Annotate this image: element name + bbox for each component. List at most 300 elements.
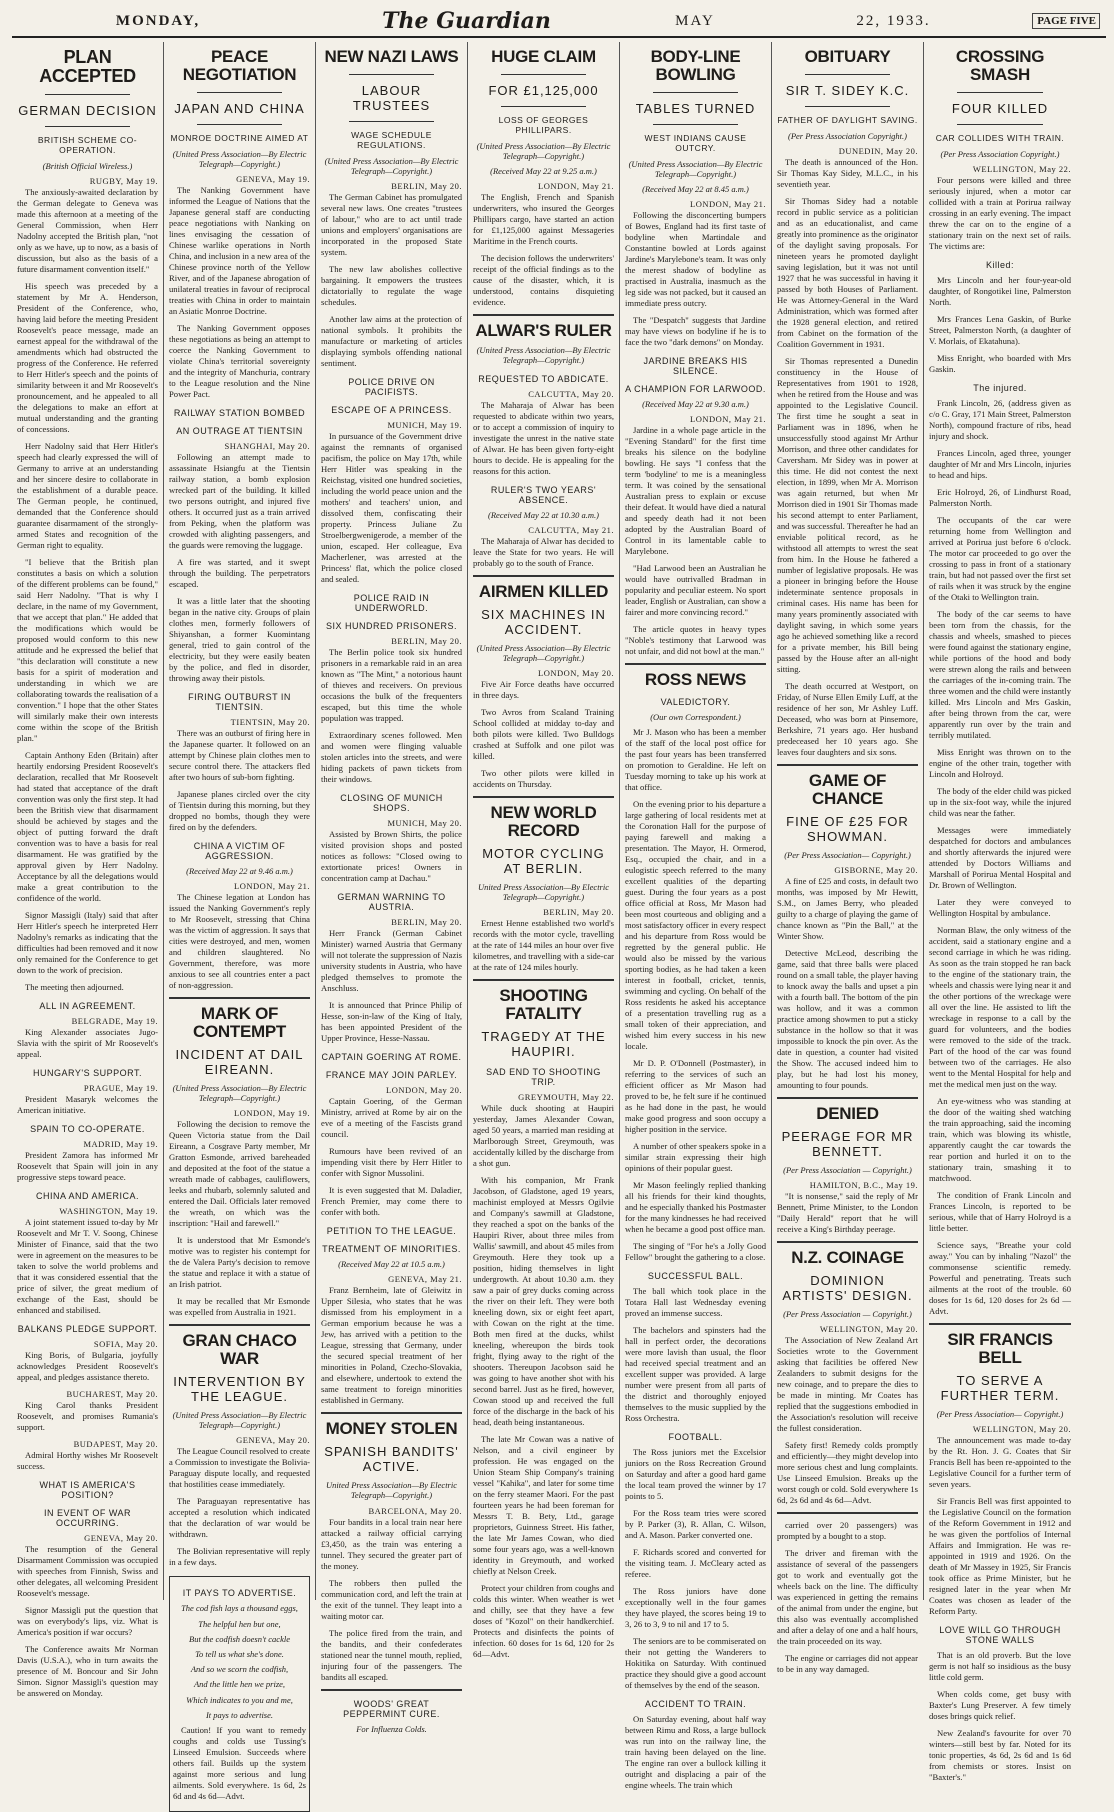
column-6 xyxy=(772,42,924,1674)
injured-entry: Frances Lincoln, aged three, younger daughter of Mr and Mrs Lincoln, injuries to head and hips. xyxy=(929,447,1071,480)
article-dateline: GREYMOUTH, May 22. xyxy=(518,1091,614,1102)
article-dateline: MUNICH, May 20. xyxy=(387,818,462,829)
article-headline: PEACE NEGOTIATION xyxy=(182,47,297,84)
divider xyxy=(653,124,738,125)
article-subheadline: MOTOR CYCLING AT BERLIN. xyxy=(482,845,605,876)
divider xyxy=(957,124,1042,125)
article-paragraph: The Association of New Zealand Art Societies wrote to the Government asking that facilities be offered New Zealanders to submit designs for the new coinage, and to prepare the dies to be made in minting. Mr Coates has replied that the suggestions embodied in the Association's resolution will receive the fullest consideration. xyxy=(777,1334,918,1433)
article-credit: (United Press Association—By Electric Telegraph—Copyright.) xyxy=(324,155,459,177)
article-paragraph: The German Cabinet has promulgated several new laws. One creates "trustees of labour," who are to act until trade unions and employers' organisations are incorporated in the proposed State system. xyxy=(321,192,462,258)
article-paragraph: The condition of Frank Lincoln and Frances Lincoln, is reported to be serious, while that of Harry Holroyd is a little better. xyxy=(929,1189,1071,1233)
article-paragraph: The seniors are to be commiserated on their not getting the Wanderers to Hokitika on Saturday. With continued practice they should give a good account of themselves by the end of the season. xyxy=(625,1636,766,1691)
article-credit: (United Press Association—By Electric Telegraph—Copyright.) xyxy=(628,158,763,179)
divider xyxy=(197,92,282,93)
article-dateline: GENEVA, May 20. xyxy=(84,1532,158,1543)
divider xyxy=(169,997,310,999)
article-paragraph: With his companion, Mr Frank Jacobson, of Gladstone, aged 19 years, machinist employed at Messrs Ogilvie and Company's sawmill at Gladstone, they reached a spot on the banks of the Haupiri River, about three miles from Wallis' sawmill, and about 45 miles from Greymouth. Here they took up a position, hiding themselves in light undergrowth. At about 10.30 a.m. they saw a pair of grey ducks coming across the river on their left. They were both kneeling down, six or eight feet apart, with Cowan on the right at the time. Both men fired at the ducks, whilst kneeling, whereupon the birds took fright, flying away to the right of the shooters. Thereupon Jacobson said he was going to have another shot with his second barrel. Just as he fired, however, Cowan stood up and received the full force of the discharge in the back of his head, death being instantaneous. xyxy=(473,1174,614,1427)
article-paragraph: The new law abolishes collective bargaining. It empowers the trustees dictatorially to regulate the wage schedules. xyxy=(321,264,462,308)
article-credit: (Received May 22 at 10.5 a.m.) xyxy=(338,1259,445,1270)
article-paragraph: While duck shooting at Haupiri yesterday, James Alexander Cowan, aged 50 years, a married man residing at Marlborough Street, Greymouth, was accidentally killed by the discharge from a shot gun. xyxy=(473,1102,614,1168)
advertisement-text: That is an old proverb. But the love germ is not half so insidious as the busy little cold germ. xyxy=(929,1649,1071,1682)
section-heading: CAPTAIN GOERING AT ROME. xyxy=(321,1052,462,1063)
article-dateline: WELLINGTON, May 20. xyxy=(972,1423,1071,1434)
section-heading: POLICE DRIVE ON PACIFISTS. xyxy=(348,377,435,398)
advertisement-text: When colds come, get busy with Baxter's Lung Preserver. A few timely doses brings quick relief. xyxy=(929,1688,1071,1721)
article-paragraph: "Had Larwood been an Australian he would have outrivalled Bradman in popularity and peculiar esteem. No sport leader, English or Australian, can show a fairer and more convincing record." xyxy=(625,563,766,618)
section-heading: PETITION TO THE LEAGUE. xyxy=(326,1226,457,1237)
article-paragraph: It is understood that Mr Esmonde's motive was to register his contempt for the de Valera Party's decision to remove the statue and replace it with a statue of an Irish patriot. xyxy=(169,1235,310,1290)
article-dateline: GENEVA, May 19. xyxy=(236,174,310,185)
advertisement-heading: LOVE WILL GO THROUGH STONE WALLS xyxy=(939,1624,1061,1645)
article-paragraph: Two Avros from Scaland Training School collided at midday to-day and both pilots were killed. Two Bulldogs crashed at Suffolk and one pilot was killed. xyxy=(473,707,614,762)
article-subheadline: FINE OF £25 FOR SHOWMAN. xyxy=(786,813,909,844)
article-dateline: BARCELONA, May 20. xyxy=(368,1505,462,1516)
divider xyxy=(805,74,890,75)
article-dateline: RUGBY, May 19. xyxy=(89,175,158,186)
article-paragraph: Another law aims at the protection of national symbols. It prohibits the manufacture or marketing of articles displaying symbols offending national sentiment. xyxy=(321,314,462,369)
ad-line: And the little hen we prize, xyxy=(193,1679,286,1690)
article-paragraph: The occupants of the car were returning home from Wellington and arrived at Porirua just before 6 o'clock. The motor car proceeded to go over the crossing to pass in front of a stationary train, but had not passed over the first set of rails when it was struck by the engine of the Otaki to Wellington train. xyxy=(929,514,1071,602)
article-columns xyxy=(12,42,1106,1801)
article-paragraph: The body of the elder child was picked up in the six-foot way, while the injured child was near the father. xyxy=(929,785,1071,818)
divider xyxy=(473,796,614,798)
section-heading: REQUESTED TO ABDICATE. xyxy=(478,373,609,384)
article-paragraph: President Masaryk welcomes the American initiative. xyxy=(17,1093,158,1115)
article-credit: (Per Press Association — Copyright.) xyxy=(783,1308,912,1319)
article-paragraph: Franz Bernheim, late of Gleiwitz in Upper Silesia, who states that he was dismissed from his employment in a German emporium because he was a Jew, has arrived with a petition to the League, stressing that Germany, under the secured special treatment of her minorities in Poland, Czecho-Slovakia, and elsewhere, undertook to extend the same treatment to foreign minorities established in Germany. xyxy=(321,1285,462,1406)
article-paragraph: The robbers then pulled the communication cord, and left the train at the exit of the tunnel. They leapt into a waiting motor car. xyxy=(321,1577,462,1621)
article-headline: MARK OF CONTEMPT xyxy=(193,1004,286,1042)
article-paragraph: The Chinese legation at London has issued the Nanking Government's reply to Mr Roosevelt, stressing that China was the victim of aggression. It says that cities were destroyed, and men, women and children slaughtered. No Government, therefore, was more anxious to see all countries enter a pact of non-aggression. xyxy=(169,892,310,991)
article-subheadline: INCIDENT AT DAIL EIREANN. xyxy=(175,1046,304,1077)
article-paragraph: Rumours have been revived of an impending visit there by Herr Hitler to confer with Signor Mussolini. xyxy=(321,1146,462,1179)
article-paragraph: F. Richards scored and converted for the visiting team. J. McCleary acted as referee. xyxy=(625,1547,766,1580)
article-dateline: BERLIN, May 20. xyxy=(391,636,462,647)
divider xyxy=(501,106,586,107)
section-heading: CHINA A VICTIM OF AGGRESSION. xyxy=(193,841,286,862)
section-heading: WHAT IS AMERICA'S POSITION? xyxy=(39,1479,136,1500)
article-paragraph: President Zamora has informed Mr Roosevelt that Spain will join in any progressive steps toward peace. xyxy=(17,1149,158,1182)
article-paragraph: A fine of £25 and costs, in default two months, was imposed by Mr Hewitt, S.M., on James Berry, who pleaded guilty to a charge of playing the game of chance known as "Pin the Ball," at the Winter Show. xyxy=(777,875,918,941)
page-number: PAGE FIVE xyxy=(1032,13,1100,29)
article-paragraph: The ball which took place in the Totara Hall last Wednesday evening proved an immense success. xyxy=(625,1286,766,1319)
article-credit: United Press Association—By Electric Telegraph—Copyright.) xyxy=(477,881,610,902)
article-deck: CAR COLLIDES WITH TRAIN. xyxy=(935,132,1065,143)
ad-line: The cod fish lays a thousand eggs, xyxy=(181,1603,298,1614)
article-paragraph: King Alexander associates Jugo-Slavia with the spirit of Mr Roosevelt's appeal. xyxy=(17,1026,158,1059)
section-heading: FOOTBALL. xyxy=(668,1432,723,1443)
divider xyxy=(45,94,130,95)
section-heading: A CHAMPION FOR LARWOOD. xyxy=(625,384,766,395)
article-paragraph: carried over 20 passengers) was prompted by a bought to a stop. xyxy=(777,1519,918,1541)
article-dateline: CALCUTTA, May 21. xyxy=(528,524,614,535)
section-heading: FRANCE MAY JOIN PARLEY. xyxy=(325,1070,458,1081)
victim-entry: Miss Enright, who boarded with Mrs Gaskin. xyxy=(929,352,1071,374)
article-deck: BRITISH SCHEME CO-OPERATION. xyxy=(37,134,138,155)
article-dateline: DUNEDIN, May 20. xyxy=(838,146,918,157)
ad-line: But the codfish doesn't cackle xyxy=(189,1633,290,1644)
article-credit: (Per Press Association Copyright.) xyxy=(940,148,1060,159)
article-paragraph: The anxiously-awaited declaration by the German delegate to Geneva was made this afternoon at a meeting of the General Commission, when Herr Nadolny accepted the British plan, "not only as we have, up to now, as a basis of discussion, but also as the basis of a future disarmament convention itself." xyxy=(17,186,158,274)
newspaper-title: The Guardian xyxy=(382,8,551,34)
article-dateline: BELGRADE, May 19. xyxy=(71,1015,158,1026)
article-paragraph: The decision follows the underwriters' receipt of the official findings as to the cause of the disaster, which, it is understood, contains disquieting evidence. xyxy=(473,253,614,308)
divider xyxy=(501,74,586,75)
article-paragraph: Extraordinary scenes followed. Men and women were flinging valuable stolen articles into the streets, and were hiding packets of pawn tickets from their windows. xyxy=(321,730,462,785)
article-headline: SIR FRANCIS BELL xyxy=(947,1329,1053,1367)
article-paragraph: The late Mr Cowan was a native of Nelson, and a civil engineer by profession. He was engaged on the Union Steam Ship Company's training vessel "Kahika", and later for some time on the ferry steamer Maori. For the past fourteen years he had been foreman for Messrs T. B. Bety, Ltd., garage proprietors, Guinness Street. His father, the late Mr James Cowan, who died some four years ago, was a well-known identity in Greymouth, and worked chiefly at Nelson Creek. xyxy=(473,1433,614,1576)
article-paragraph: The League Council resolved to create a Commission to investigate the Bolivia-Paraguay dispute locally, and requested that hostilities cease immediately. xyxy=(169,1446,310,1490)
advertisement-text: Safety first! Remedy colds promptly and efficiently—they might develop into more serious chest and lung complaints. Use Linseed Emulsion. Breaks up the worst cough or cold. Sold everywhere 1s 6d, 2s 6d and 4s 6d—Advt. xyxy=(777,1439,918,1505)
article-credit: (United Press Association—By Electric Telegraph—Copyright.) xyxy=(476,642,611,663)
article-dateline: GENEVA, May 21. xyxy=(388,1274,462,1285)
article-subheadline: SIX MACHINES IN ACCIDENT. xyxy=(481,606,606,637)
article-dateline: WELLINGTON, May 20. xyxy=(819,1323,918,1334)
article-paragraph: The "Despatch" suggests that Jardine may have views on bodyline if he is to face the two "dark demons" on Monday. xyxy=(625,315,766,348)
section-heading: SAD END TO SHOOTING TRIP. xyxy=(486,1066,601,1087)
article-paragraph: On the evening prior to his departure a large gathering of local residents met at the Coronation Hall for the purpose of paying farewell and making a presentation. The Mayor, H. Ormerod, Esq., occupied the chair, and in a eulogistic speech referred to the many excellent qualities of the departing guest. During the four years as a post office official at Ross, Mr Mason had been most courteous and obliging and a most satisfactory officer in every respect and his departure from Ross would be regretted by the general public. He would also be missed by the various sporting bodies, as he had taken a keen interest in football, cricket, tennis, swimming and cycling. On behalf of the Ross residents he asked his acceptance of a presentation travelling rug as a small token of their appreciation, and wished him every success in his new locale. xyxy=(625,799,766,1052)
article-headline: SHOOTING FATALITY xyxy=(499,986,588,1023)
article-paragraph: Miss Enright was thrown on to the engine of the other train, together with Lincoln and Holroyd. xyxy=(929,746,1071,779)
article-paragraph: Messages were immediately despatched for doctors and ambulances and shortly afterwards the injured were attended by Doctors Williams and Marshall of Porirua Mental Hospital and Dr. Brown of Wellington. xyxy=(929,824,1071,890)
article-credit: (Per Press Association— Copyright.) xyxy=(936,1408,1064,1419)
article-paragraph: Mr Mason feelingly replied thanking all his friends for their kind thoughts, and he especially thanked his Postmaster for the many kindnesses he had received when he became a good post office man. xyxy=(625,1180,766,1235)
article-paragraph: The announcement was made to-day by the Rt. Hon. J. G. Coates that Sir Francis Bell has been re-appointed to the Legislative Council for a further term of seven years. xyxy=(929,1434,1071,1489)
advertisement-heading: WOODS' GREAT PEPPERMINT CURE. xyxy=(343,1698,440,1719)
article-dateline: LONDON, May 20. xyxy=(538,668,614,679)
article-paragraph: Signor Massigli (Italy) said that after Herr Hitler's speech he interpreted Herr Nadolny's remarks as indicating that the difficulties had been removed and it now only remained for the Conference to get down to the work of precision. xyxy=(17,909,158,975)
column-3 xyxy=(316,42,468,1734)
article-paragraph: Sir Thomas Sidey had a notable record in public service as a politician and as an educationalist, and came greatly into prominence as the originator of the daylight saving proposals. For nineteen years he promoted daylight saving legislation, but it was not until 1927 that he was successful in having it passed by both Houses of Parliament. He was Attorney-General in the Ward Administration, which was formed after the 1928 general election, and retired from Cabinet on the formation of the Coalition Government in 1931. xyxy=(777,196,918,350)
article-headline: ALWAR'S RULER xyxy=(475,321,612,341)
article-paragraph: Five Air Force deaths have occurred in three days. xyxy=(473,679,614,701)
article-paragraph: Sir Francis Bell was first appointed to the Legislative Council on the formation of the Reform Government in 1912 and he was given the portfolios of Internal Affairs and Immigration. He was re-appointed in 1919 and 1926. On the death of Mr Massey in 1925, Sir Francis took office as Prime Minister, but he resigned later in the year when Mr Coates was chosen as leader of the Reform Party. xyxy=(929,1495,1071,1616)
article-paragraph: The Bolivian representative will reply in a few days. xyxy=(169,1546,310,1568)
article-subheadline: SIR T. SIDEY K.C. xyxy=(785,82,910,98)
article-headline: HUGE CLAIM xyxy=(491,47,596,66)
article-paragraph: Norman Blaw, the only witness of the accident, said a stationary engine and a second carriage in which he was riding. As soon as the train stopped he ran back to the engine of the stationary train, the wheels and chassis were lying near it and the other portions of the wreckage were all over the line. He assisted to lift the wreckage in response to a call by the guard for volunteers, and the bodies were removed to the side of the track. Part of the hood of the car was found between two of the carriages. He also went to the Mental Hospital for help and met the medical men just on the way. xyxy=(929,924,1071,1089)
article-dateline: BUCHAREST, May 20. xyxy=(66,1388,158,1399)
article-paragraph: The body of the car seems to have been torn from the chassis, for the chassis and wheels, smashed to pieces were found against the stationary engine, while portions of the hood and body were strewn along the rails and between the carriages of the in-coming train. The three women and the child were instantly killed. Mrs Lincoln and Mrs Gaskin, after being thrown from the car, were apparently run over by the train and terribly mutilated. xyxy=(929,608,1071,740)
column-5 xyxy=(620,42,772,1791)
article-subheadline: PEERAGE FOR MR BENNETT. xyxy=(781,1128,914,1159)
article-headline: NEW NAZI LAWS xyxy=(324,47,459,66)
section-heading: ESCAPE OF A PRINCESS. xyxy=(331,405,452,416)
article-credit: (Per Press Association Copyright.) xyxy=(788,130,907,141)
article-credit: (United Press Association—By Electric Telegraph—Copyright.) xyxy=(476,140,611,162)
section-heading: ACCIDENT TO TRAIN. xyxy=(644,1699,747,1710)
article-credit: (United Press Association—By Electric Telegraph—Copyright.) xyxy=(172,148,307,169)
article-credit: (Per Press Association — Copyright.) xyxy=(783,1164,912,1175)
article-paragraph: The engine or carriages did not appear to be in any way damaged. xyxy=(777,1652,918,1674)
article-paragraph: The driver and fireman with the assistance of several of the passengers got to work and eventually got the wheels back on the line. The difficulty was experienced in getting the remains of the animal from under the engine, but this also was eventually accomplished and after a delay of one and a half hours, the train proceeded on its way. xyxy=(777,1547,918,1646)
article-paragraph: The Berlin police took six hundred prisoners in a remarkable raid in an area known as "The Mint," a notorious haunt of thieves and receivers. On previous occasions the bulk of the frequenters escaped, but this time the whole population was trapped. xyxy=(321,647,462,724)
article-paragraph: "I believe that the British plan constitutes a basis on which a solution of the different problems can be found," said Herr Nadolny. "That is why I declare, in the name of my Government, that we accept that plan." He added that the modifications which would be proposed would conform to this new attitude and he expressed the belief that "this declaration will constitute a new basis for a spirit of moderation and understanding in which we are collaborating towards the realisation of a convention." I hope that the other States will similarly make their own interests come within the scope of the British plan." xyxy=(17,556,158,743)
divider xyxy=(805,106,890,107)
article-subheadline: SPANISH BANDITS' ACTIVE. xyxy=(324,1444,459,1475)
article-subheadline: TABLES TURNED xyxy=(635,100,756,116)
article-credit: (United Press Association—By Electric Telegraph—Copyright.) xyxy=(172,1082,307,1104)
column-4 xyxy=(468,42,620,1659)
article-headline: AIRMEN KILLED xyxy=(478,581,609,601)
advertisement-text: Protect your children from coughs and colds this winter. When weather is wet and chilly, see that they have a few doses of "Kozol" on their handkerchief. Protects and disinfects the points of infection. 60 doses for 1s 6d, 120 for 2s 6d—Advt. xyxy=(473,1582,614,1659)
section-heading: IN EVENT OF WAR OCCURRING. xyxy=(43,1507,131,1528)
divider xyxy=(777,1097,918,1099)
divider xyxy=(473,979,614,981)
advertisement-text: Caution! If you want to remedy coughs and colds use Tussing's Linseed Emulsion. Succeeds where others fail. Builds up the system against more serious and lung ailments. Sold everywhere. 1s 6d, 2s 6d and 4s 6d—Advt. xyxy=(173,1724,306,1801)
article-headline: CROSSING SMASH xyxy=(955,47,1045,84)
article-dateline: HAMILTON, B.C., May 19. xyxy=(809,1179,918,1190)
section-heading: BALKANS PLEDGE SUPPORT. xyxy=(17,1323,158,1334)
article-dateline: LONDON, May 21. xyxy=(538,181,614,192)
article-paragraph: An eye-witness who was standing at the door of the waiting shed watching the train approaching, said the incoming train, which was blowing its whistle, apparently caught the car towards the rear portion and hurled it on to the stationary train, smashing it to matchwood. xyxy=(929,1095,1071,1183)
divider xyxy=(321,1412,462,1414)
article-subheadline: TRAGEDY AT THE HAUPIRI. xyxy=(481,1028,606,1059)
article-paragraph: The article quotes in heavy types "Noble's testimony that Larwood was not unfair, and did not bowl at the man." xyxy=(625,624,766,657)
article-credit: (Received May 22 at 9.25 a.m.) xyxy=(490,166,597,177)
section-heading: JARDINE BREAKS HIS SILENCE. xyxy=(643,356,748,377)
article-credit: (Our own Correspondent.) xyxy=(650,712,741,723)
advertisement-text: Science says, "Breathe your cold away." You can by inhaling "Nazol" the commonsense scientific remedy. Powerful and penetrating. Treats such ailments at the root of the trouble. 60 doses for 1s 6d, 120 doses for 2s 6d —Advt. xyxy=(929,1239,1071,1316)
article-paragraph: The death occurred at Westport, on Friday, of Nurse Ellen Emily Luff, at the residence of her son, Mr Ashley Luff. Deceased, who was born at Pinsemore, Berkshire, 71 years ago. Her husband predeceased her 10 years ago. She leaves four daughters and six sons. xyxy=(777,681,918,758)
article-paragraph: It was a little later that the shooting began in the native city. Groups of plain clothes men, formerly followers of Shiyanshan, a former Kuomintang general, tried to gain control of the electricity, but they were easily beaten by the police, and fled in disorder, throwing away their pistols. xyxy=(169,596,310,684)
article-paragraph: Mr D. P. O'Donnell (Postmaster), in referring to the services of such an efficient officer as Mr Mason had proved to be, he felt sure if he continued as he had done in the past, he would make good progress and soon occupy a higher position in the service. xyxy=(625,1058,766,1135)
article-credit: (United Press Association—By Electric Telegraph—Copyright.) xyxy=(172,1410,307,1431)
article-paragraph: Sir Thomas represented a Dunedin constituency in the House of Representatives from 1901 to 1928, when he retired from the House and was appointed to the Legislative Council. The first time he sought a seat in Parliament was in 1896, when he unsuccessfully stood against Mr Arthur Morrison, and three other candidates for Caversham. Mr Sidey was in power at this time. He did not contest the next election, in 1899, when Mr A. Morrison was again returned, but when Mr Morrison died in 1901 Sir Thomas made his second attempt to enter Parliament, and was successful. Thereafter he had an enviable political record, as he withstood all attempts to wrest the seat from him. In the House he fathered a number of legislative proposals. He was a pioneer in bringing before the House indeterminate sentence proposals in criminal cases. His name has been for many years prominently associated with daylight saving, in which some years ago he achieved something like a record for a private member, his Bill being passed by the House after an all-night sitting. xyxy=(777,356,918,675)
article-paragraph: It is announced that Prince Philip of Hesse, son-in-law of the King of Italy, has been appointed President of the Upper Province, Hesse-Nassau. xyxy=(321,1000,462,1044)
section-heading: VALEDICTORY. xyxy=(660,697,731,708)
divider xyxy=(957,92,1042,93)
article-paragraph: Herr Nadolny said that Herr Hitler's speech had clearly expressed the will of Germany to arrive at an understanding and her sincere desire to collaborate in the establishment of a durable peace. The German people, he continued, demanded that the Conference should guarantee disarmament of the strongly-armed States and recognition of the German right to equality. xyxy=(17,440,158,550)
article-subheadline: TO SERVE A FURTHER TERM. xyxy=(940,1372,1060,1403)
ad-line: To tell us what she's done. xyxy=(195,1648,284,1659)
article-paragraph: A number of other speakers spoke in a similar strain expressing their high opinions of their popular guest. xyxy=(625,1141,766,1174)
article-paragraph: The Paraguayan representative has accepted a resolution which indicated that the declaration of war would be withdrawn. xyxy=(169,1496,310,1540)
article-paragraph: Following an attempt made to assassinate Hsiangfu at the Tientsin railway station, a bomb explosion wrecked part of the building. It killed two persons outright, and injured five others. It occurred just as a train arrived from Peking, when the platform was crowded with alighting passengers, and the guards were removing the luggage. xyxy=(169,452,310,551)
article-paragraph: On Saturday evening, about half way between Rimu and Ross, a large bullock was run into on the railway line, the train having been delayed on the line. The engine ran over a bullock killing it outright and displacing a pair of the engine wheels. The train which xyxy=(625,1714,766,1791)
divider xyxy=(169,1324,310,1326)
article-paragraph: Captain Goering, of the German Ministry, arrived at Rome by air on the eve of a meeting of the Fascists grand council. xyxy=(321,1096,462,1140)
article-paragraph: The meeting then adjourned. xyxy=(25,981,124,992)
article-subheadline: INTERVENTION BY THE LEAGUE. xyxy=(173,1374,306,1404)
article-headline: ROSS NEWS xyxy=(644,670,747,690)
article-dateline: LONDON, May 20. xyxy=(386,1085,462,1096)
section-heading: RULER'S TWO YEARS' ABSENCE. xyxy=(490,484,597,505)
article-paragraph: Four persons were killed and three seriously injured, when a motor car collided with a train at Porirua railway crossing in an early evening. The impact threw the car on to the engine of a stationary train on the next set of rails. The victims are: xyxy=(929,174,1071,251)
article-credit: (Per Press Association— Copyright.) xyxy=(784,849,911,860)
article-deck: MONROE DOCTRINE AIMED AT xyxy=(170,132,309,143)
article-paragraph: The Ross juniors have done exceptionally well in the four games they have played, the scores being 19 to 3, 26 to 3, 9 to nil and 17 to 5. xyxy=(625,1586,766,1630)
ad-line: It pays to advertise. xyxy=(205,1709,274,1720)
article-paragraph: The Ross juniors met the Excelsior juniors on the Ross Recreation Ground on Saturday and after a good hard game the local team proved the winner by 17 points to 5. xyxy=(625,1447,766,1502)
article-paragraph: Detective McLeod, describing the game, said that three balls were placed round on a small table, the player having to knock away the balls and upset a pin with a fourth ball. The bottom of the pin was hollow, and it was a common practice among showmen to put a sticky substance in the hollow so that it was impossible to knock the pin over. As the date in question, a counter had visited the Show. The accused indeed him to play, but he had lost his money, amounting to four pounds. xyxy=(777,947,918,1090)
divider xyxy=(777,764,918,766)
article-paragraph: Jardine in a whole page article in the "Evening Standard" for the first time breaks his silence on the bodyline bowling. He says "I confess that the term 'bodyline' to me is a meaningless term. It was coined by the sensational Australian press to explain or excuse their defeat. It would have died a natural and speedy death had it not been adopted by the Australian Board of Control in its lamentable cable to Marylebone. xyxy=(625,425,766,557)
article-credit: (Received May 22 at 10.30 a.m.) xyxy=(488,509,599,520)
section-heading: CHINA AND AMERICA. xyxy=(35,1190,140,1201)
article-paragraph: Ernest Henne established two world's records with the motor cycle, travelling at the rate of 144 miles an hour over five kilometres, and travelling with a side-car at the rate of 124 miles hourly. xyxy=(473,918,614,973)
article-paragraph: The Maharaja of Alwar has been requested to abdicate within two years, or to accept a commission of inquiry to investigate the unrest in the native state of Alwar. He has been given forty-eight hours to decide. He is appealing for the reasons for this action. xyxy=(473,399,614,476)
section-heading: SIX HUNDRED PRISONERS. xyxy=(325,621,458,632)
article-dateline: LONDON, May 21. xyxy=(234,881,310,892)
ad-line: And so we scorn the codfish, xyxy=(190,1664,289,1675)
divider xyxy=(653,92,738,93)
article-headline: PLAN ACCEPTED xyxy=(39,47,136,86)
article-headline: GAME OF CHANCE xyxy=(808,771,887,808)
section-heading: SPAIN TO CO-OPERATE. xyxy=(30,1123,145,1134)
article-dateline: MADRID, May 19. xyxy=(83,1138,158,1149)
article-dateline: TIENTSIN, May 20. xyxy=(230,717,310,728)
masthead-day: MONDAY, xyxy=(115,12,201,29)
injured-entry: Frank Lincoln, 26, (address given as c/o C. Gray, 171 Main Street, Palmerston North), compound fracture of ribs, head injury and shock. xyxy=(929,397,1071,441)
article-dateline: GENEVA, May 20. xyxy=(236,1435,310,1446)
article-paragraph: A joint statement issued to-day by Mr Roosevelt and Mr T. V. Soong, Chinese Minister of Finance, said that the two were in agreement on the measures to be taken to solve the world problems and that it was considered essential that the price of silver, the great medium of exchange of the East, should be enhanced and stabilised. xyxy=(17,1216,158,1315)
article-dateline: BUDAPEST, May 20. xyxy=(73,1438,158,1449)
article-headline: NEW WORLD RECORD xyxy=(490,803,597,840)
divider xyxy=(197,124,282,125)
article-headline: DENIED xyxy=(816,1103,879,1123)
divider xyxy=(349,121,434,122)
article-subheadline: JAPAN AND CHINA xyxy=(174,100,305,116)
article-deck: FATHER OF DAYLIGHT SAVING. xyxy=(777,114,918,125)
victim-entry: Mrs Frances Lena Gaskin, of Burke Street, Palmerston North, (a daughter of V. Morlais, of Ekatahuna). xyxy=(929,313,1071,346)
article-paragraph: A fire was started, and it swept through the building. The perpetrators escaped. xyxy=(169,557,310,590)
masthead xyxy=(12,6,1106,38)
section-heading: SUCCESSFUL BALL. xyxy=(647,1271,744,1282)
column-7 xyxy=(924,42,1076,1782)
section-heading: CLOSING OF MUNICH SHOPS. xyxy=(340,793,443,814)
article-paragraph: "It is nonsense," said the reply of Mr Bennett, Prime Minister, to the London "Daily Herald" report that he will receive a King's Birthday peerage. xyxy=(777,1190,918,1234)
article-paragraph: Signor Massigli put the question that was on everybody's lips, viz. What is America's position if war occurs? xyxy=(17,1604,158,1637)
article-paragraph: Following the decision to remove the Queen Victoria statue from the Dail Eireann, a Cosgrave Party member, Mr Gratton Esmonde, arrived bareheaded and deposited at the foot of the statue a wreath made of cabbages, cauliflowers, leeks and rhubarb, solemnly saluted and entered the Dail. Officials later removed the wreath, on which was the inscription: "Hail and farewell." xyxy=(169,1119,310,1229)
masthead-month: MAY xyxy=(675,12,715,29)
article-paragraph: The Maharaja of Alwar has decided to leave the State for two years. He will probably go to the south of France. xyxy=(473,535,614,568)
article-headline: OBITUARY xyxy=(804,47,891,66)
article-paragraph: Two other pilots were killed in accidents on Thursday. xyxy=(473,768,614,790)
divider xyxy=(321,1689,462,1691)
injured-entry: Eric Holroyd, 26, of Lindhurst Road, Palmerston North. xyxy=(929,486,1071,508)
article-dateline: MUNICH, May 19. xyxy=(387,420,462,431)
article-dateline: GISBORNE, May 20. xyxy=(834,864,918,875)
article-dateline: WELLINGTON, May 22. xyxy=(972,163,1071,174)
advertisement-text: For Influenza Colds. xyxy=(356,1723,427,1734)
section-heading: AN OUTRAGE AT TIENTSIN xyxy=(176,426,303,437)
section-heading: FIRING OUTBURST IN TIENTSIN. xyxy=(188,692,291,713)
article-paragraph: Mr J. Mason who has been a member of the staff of the local post office for the past four years has been transferred on promotion to Geraldine. He left on Tuesday morning to take up his work at that office. xyxy=(625,727,766,793)
divider xyxy=(625,663,766,665)
article-paragraph: Following the disconcerting bumpers of Bowes, England had its first taste of bodyline when Martindale and Constantine bowled at Lords against Jardine's Marylebone's team. It was only the merest shadow of bodyline as practised in Australia, inasmuch as the leg side was not packed, but it caused an immediate press outcry. xyxy=(625,210,766,309)
section-heading: HUNGARY'S SUPPORT. xyxy=(33,1067,142,1078)
article-dateline: SOFIA, May 20. xyxy=(93,1338,158,1349)
article-paragraph: The singing of "For he's a Jolly Good Fellow" brought the gathering to a close. xyxy=(625,1241,766,1263)
divider xyxy=(777,1241,918,1243)
article-dateline: BERLIN, May 20. xyxy=(391,917,462,928)
article-deck: WAGE SCHEDULE REGULATIONS. xyxy=(351,129,432,150)
divider xyxy=(929,1323,1071,1325)
victim-entry: Mrs Lincoln and her four-year-old daughter, of Rongotikei line, Palmerston North. xyxy=(929,274,1071,307)
article-paragraph: The Nanking Government have informed the League of Nations that the Japanese general staff are conducting peace negotiations with Nanking on lines envisaging the cessation of Chinese warlike operations in North China, and inclusion in a new area of the Chinese province north of the Yellow River, and of the Japanese abrogation of unilateral treaties in favour of reciprocal treaties with China in order to maintain an Asiatic Monroe Doctrine. xyxy=(169,185,310,317)
article-paragraph: In pursuance of the Government drive against the remnants of organised pacifism, the police on May 17th, while Herr Hitler was speaking in the Reichstag, visited one hundred societies, including the world peace union and the mothers' and teachers' union, and dissolved them, confiscating their property. Princess Juliane Zu Stroelbergwenigerode, a member of the union, escaped. Her colleague, Eva Macherlener, was arrested at the Princess' flat, which the police closed and sealed. xyxy=(321,431,462,585)
article-dateline: WASHINGTON, May 19. xyxy=(59,1205,158,1216)
article-credit: (Received May 22 at 9.30 a.m.) xyxy=(642,399,749,410)
ad-line: The helpful hen but one, xyxy=(198,1618,281,1629)
article-paragraph: The Nanking Government opposes these negotiations as being an attempt to coerce the Nanking Government to violate China's territorial sovereignty and the integrity of Manchuria, contrary to the League resolution and the Nine Power Pact. xyxy=(169,323,310,400)
article-deck: LOSS OF GEORGES PHILLIPARS. xyxy=(498,114,589,135)
section-heading: RAILWAY STATION BOMBED xyxy=(173,408,306,419)
advertisement-text: New Zealand's favourite for over 70 winters—still best by far. Noted for its tonic properties, 4s 6d, 2s 6d and 1s 6d from chemists or stores. Insist on "Baxter's." xyxy=(929,1727,1071,1782)
article-paragraph: The Conference awaits Mr Norman Davis (U.S.A.), who in turn awaits the presence of M. Boncour and Sir John Simon. Signor Massigli's question may be answered on Monday. xyxy=(17,1643,158,1698)
article-dateline: LONDON, May 21. xyxy=(690,414,766,425)
article-credit: (United Press Association—By Electric Telegraph—Copyright.) xyxy=(476,345,611,366)
article-paragraph: It is even suggested that M. Daladier, French Premier, may come there to confer with both. xyxy=(321,1185,462,1218)
article-credit: United Press Association—By Electric Telegraph—Copyright.) xyxy=(325,1480,458,1501)
article-paragraph: Japanese planes circled over the city of Tientsin during this morning, but they dropped no bombs, though they were fired on by the defenders. xyxy=(169,789,310,833)
article-subheadline: FOUR KILLED xyxy=(951,100,1049,116)
article-headline: MONEY STOLEN xyxy=(325,1419,458,1439)
article-paragraph: The resumption of the General Disarmament Commission was occupied with speeches from Finnish, Swiss and other delegates, all welcoming President Roosevelt's message. xyxy=(17,1543,158,1598)
article-subheadline: DOMINION ARTISTS' DESIGN. xyxy=(782,1272,913,1303)
column-2 xyxy=(164,42,316,1801)
section-heading: TREATMENT OF MINORITIES. xyxy=(322,1244,461,1255)
divider xyxy=(45,126,130,127)
article-paragraph: For the Ross team tries were scored by P. Parker (3), R. Allan, C. Wilson, and A. Mason. Parker converted one. xyxy=(625,1508,766,1541)
article-paragraph: Assisted by Brown Shirts, the police visited provision shops and posted notices as follows: "Closed owing to extortionate prices! Owners in concentration camp at Dachau." xyxy=(321,829,462,884)
article-paragraph: King Carol thanks President Roosevelt, and promises Rumania's support. xyxy=(17,1399,158,1432)
article-paragraph: King Boris, of Bulgaria, joyfully acknowledges President Roosevelt's appeal, and pledges assistance thereto. xyxy=(17,1349,158,1382)
section-heading: Killed: xyxy=(985,259,1014,270)
divider xyxy=(349,74,434,75)
article-paragraph: Admiral Horthy wishes Mr Roosevelt success. xyxy=(17,1449,158,1471)
article-dateline: LONDON, May 21. xyxy=(690,199,766,210)
ad-line: Which indicates to you and me, xyxy=(186,1694,293,1705)
article-paragraph: Four bandits in a local train near here attacked a railway official carrying £3,450, as the train was entering a tunnel. They secured the greater part of the money. xyxy=(321,1516,462,1571)
article-credit: (British Official Wireless.) xyxy=(42,160,133,171)
article-paragraph: The death is announced of the Hon. Sir Thomas Kay Sidey, M.L.C., in his seventieth year. xyxy=(777,157,918,190)
section-heading: GERMAN WARNING TO AUSTRIA. xyxy=(337,892,446,913)
article-credit: (Received May 22 at 8.45 a.m.) xyxy=(642,184,749,195)
article-dateline: BERLIN, May 20. xyxy=(391,181,462,192)
article-paragraph: Captain Anthony Eden (Britain) after heartily endorsing President Roosevelt's declaration, recalled that Mr Roosevelt had stated that acceptance of the draft convention was only the first step. It had been the British view that disarmament should be achieved by stages and the object of putting forward the draft convention was to have a basis for real disarmament. He was gratified by the approval given by Herr Nadolny. Acceptance by all the delegations would make a great contribution to the confidence of the world. xyxy=(17,749,158,903)
column-1 xyxy=(12,42,164,1698)
divider xyxy=(473,575,614,577)
article-paragraph: It may be recalled that Mr Esmonde was expelled from Australia in 1921. xyxy=(169,1296,310,1318)
divider xyxy=(777,1512,918,1514)
article-dateline: LONDON, May 19. xyxy=(234,1108,310,1119)
article-paragraph: The English, French and Spanish underwriters, who insured the Georges Phillipars cargo, have started an action for £1,125,000 against Messageries Maritime in the French courts. xyxy=(473,192,614,247)
section-heading: ALL IN AGREEMENT. xyxy=(39,1000,136,1011)
article-deck: WEST INDIANS CAUSE OUTCRY. xyxy=(644,132,747,153)
article-dateline: SHANGHAI, May 20. xyxy=(224,441,310,452)
article-paragraph: Herr Franck (German Cabinet Minister) warned Austria that Germany will not tolerate the suppression of Nazis university students in Austria, who have pledged themselves to promote the Anschluss. xyxy=(321,928,462,994)
article-dateline: BERLIN, May 20. xyxy=(543,907,614,918)
article-subheadline: GERMAN DECISION xyxy=(18,102,157,118)
divider xyxy=(473,314,614,316)
masthead-date: 22, 1933. xyxy=(856,12,931,29)
advertisement-heading: IT PAYS TO ADVERTISE. xyxy=(182,1588,297,1599)
article-subheadline: LABOUR TRUSTEES xyxy=(352,82,431,113)
article-paragraph: The bachelors and spinsters had the hall in perfect order, the decorations were more lavish than usual, the floor had received special treatment and an excellent supper was provided. A large number were present from all parts of the district and thoroughly enjoyed themselves to the music supplied by the Ross Orchestra. xyxy=(625,1325,766,1424)
article-paragraph: Later they were conveyed to Wellington Hospital by ambulance. xyxy=(929,896,1071,918)
article-dateline: CALCUTTA, May 20. xyxy=(528,388,614,399)
article-credit: (Received May 22 at 9.46 a.m.) xyxy=(186,866,293,877)
article-dateline: PRAGUE, May 19. xyxy=(83,1082,158,1093)
article-paragraph: There was an outburst of firing here in the Japanese quarter. It followed on an attempt by Chinese plain clothes men to secure control there. The attackers fled after two hours of sub-born fighting. xyxy=(169,728,310,783)
section-heading: POLICE RAID IN UNDERWORLD. xyxy=(353,593,430,614)
article-headline: GRAN CHACO WAR xyxy=(182,1331,297,1369)
section-heading: The injured. xyxy=(973,382,1027,393)
article-paragraph: His speech was preceded by a statement by Mr A. Henderson, President of the Conference, who, having laid before the meeting President Roosevelt's peace message, made an earnest appeal for the withdrawal of the amendments which had obstructed the progress of the Conference. He referred to Herr Hitler's speech and the points of similarity between it and Mr Roosevelt's pronouncement, and he appealed to all the delegations to make an effort at mutual understanding and the granting of concessions. xyxy=(17,280,158,434)
article-headline: N.Z. COINAGE xyxy=(791,1247,904,1267)
